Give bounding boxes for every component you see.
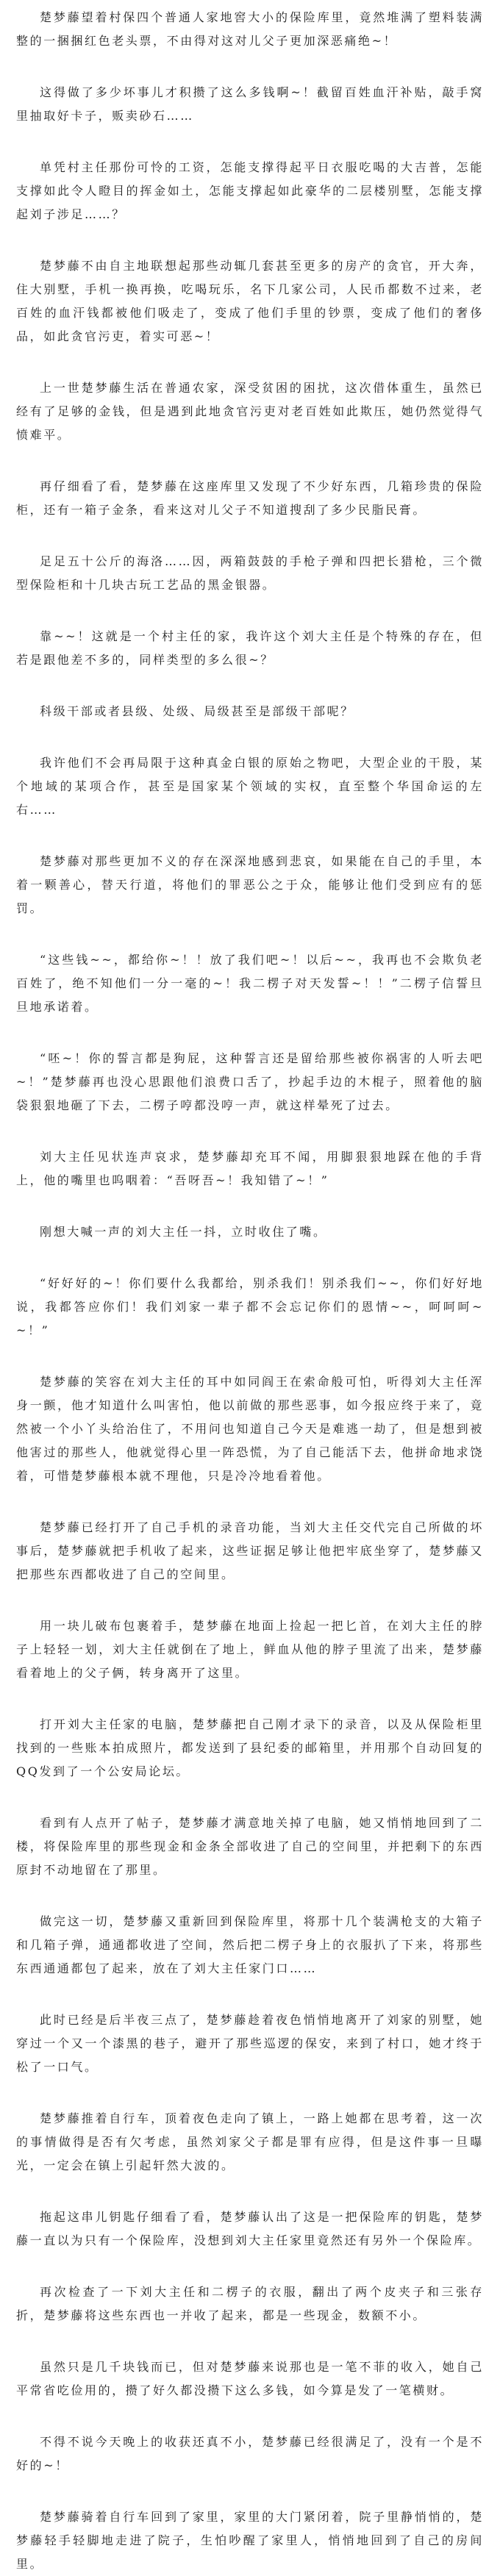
paragraph: “呸~！你的誓言都是狗屁，这种誓言还是留给那些被你祸害的人听去吧~！”楚梦藤再也没心思跟他们浪费口舌了，抄起手边的木棍子，照着他的脑袋狠狠地砸了下去，二楞子哼都没哼一声，就这样晕死了过去。 xyxy=(16,1051,484,1112)
paragraph: “这些钱~~，都给你~！！放了我们吧~！以后~~，我再也不会欺负老百姓了，绝不知他们一分一毫的~！我二楞子对天发誓~！！”二楞子信誓旦旦地承诺着。 xyxy=(16,953,484,1014)
paragraph: 楚梦藤望着村保四个普通人家地窖大小的保险库里，竟然堆满了塑料装满整的一捆捆红色老头票，不由得对这对儿父子更加深恶痛绝~！ xyxy=(16,10,484,48)
paragraph: 我许他们不会再局限于这种真金白银的原始之物吧，大型企业的干股，某个地域的某项合作，甚至是国家某个领域的实权，直至整个华国命运的左右…… xyxy=(16,756,484,817)
paragraph: 打开刘大主任家的电脑，楚梦藤把自己刚才录下的录音，以及从保险柜里找到的一些账本拍成照片，都发送到了县纪委的邮箱里，并用那个自动回复的QQ发到了一个公安局论坛。 xyxy=(16,1717,484,1778)
paragraph: 这得做了多少坏事儿才积攒了这么多钱啊~！截留百姓血汗补贴，敲手窝里抽取好卡子，贩卖砂石…… xyxy=(16,85,484,123)
paragraph: 楚梦藤骑着自行车回到了家里，家里的大门紧闭着，院子里静悄悄的，楚梦藤轻手轻脚地走进了院子，生怕吵醒了家里人，悄悄地回到了自己的房间里。 xyxy=(16,2510,484,2571)
paragraph: 单凭村主任那份可怜的工资，怎能支撑得起平日衣服吃喝的大吉普，怎能支撑如此令人瞪目的挥金如土，怎能支撑起如此豪华的二层楼别墅，怎能支撑起刘子涉足……？ xyxy=(16,160,484,221)
paragraph: 不得不说今天晚上的收获还真不小，楚梦藤已经很满足了，没有一个是不好的~！ xyxy=(16,2435,484,2472)
paragraph: 此时已经是后半夜三点了，楚梦藤趁着夜色悄悄地离开了刘家的别墅，她穿过一个又一个漆黑的巷子，避开了那些巡逻的保安，来到了村口，她才终于松了一口气。 xyxy=(16,2013,484,2074)
paragraph: 足足五十公斤的海洛……因，两箱鼓鼓的手枪子弹和四把长猎枪，三个微型保险柜和十几块古玩工艺品的黑金银器。 xyxy=(16,554,484,592)
paragraph: 刚想大喊一声的刘大主任一抖，立时收住了嘴。 xyxy=(40,1225,327,1239)
paragraph: 楚梦藤推着自行车，顶着夜色走向了镇上，一路上她都在思考着，这一次的事情做得是否有欠考虑，虽然刘家父子都是罪有应得，但是这件事一旦曝光，一定会在镇上引起轩然大波的。 xyxy=(16,2111,484,2172)
paragraph: 看到有人点开了帖子，楚梦藤才满意地关掉了电脑，她又悄悄地回到了二楼，将保险库里的那些现金和金条全部收进了自己的空间里，并把剩下的东西原封不动地留在了那里。 xyxy=(16,1816,484,1877)
paragraph: 科级干部或者县级、处级、局级甚至是部级干部呢？ xyxy=(40,704,354,718)
paragraph: 拖起这串儿钥匙仔细看了看，楚梦藤认出了这是一把保险库的钥匙，楚梦藤一直以为只有一个保险库，没想到刘大主任家里竟然还有另外一个保险库。 xyxy=(16,2210,484,2247)
paragraph: “好好好的~！你们要什么我都给，别杀我们！别杀我们~~，你们好好地说，我都答应你们！我们刘家一辈子都不会忘记你们的恩情~~，呵呵呵~~！” xyxy=(16,1276,484,1337)
paragraph: 楚梦藤的笑容在刘大主任的耳中如同阎王在索命般可怕，听得刘大主任浑身一颤，他才知道什么叫害怕，他以前做的那些恶事，如今报应终于来了，竟然被一个小丫头给治住了，不用问也知道自己今天是难逃一劫了，但是想到被他害过的那些人，他就觉得心里一阵恐慌，为了自己能活下去，他拼命地求饶着，可惜楚梦藤根本就不理他，只是冷冷地看着他。 xyxy=(16,1375,484,1483)
paragraph: 靠~~！这就是一个村主任的家，我许这个刘大主任是个特殊的存在，但若是跟他差不多的，同样类型的多么很~？ xyxy=(16,629,484,667)
paragraph: 刘大主任见状连声哀求，楚梦藤却充耳不闻，用脚狠狠地踩在他的手背上，他的嘴里也呜咽着：“吾呀吾~！我知错了~！” xyxy=(16,1150,484,1187)
paragraph: 楚梦藤对那些更加不义的存在深深地感到悲哀，如果能在自己的手里，本着一颗善心，替天行道，将他们的罪恶公之于众，能够让他们受到应有的惩罚。 xyxy=(16,854,484,915)
paragraph: 楚梦藤已经打开了自己手机的录音功能，当刘大主任交代完自己所做的坏事后，楚梦藤就把手机收了起来，这些证据足够让他把牢底坐穿了，楚梦藤又把那些东西都收进了自己的空间里。 xyxy=(16,1520,484,1581)
paragraph: 虽然只是几千块钱而已，但对楚梦藤来说那也是一笔不菲的收入，她自己平常省吃俭用的，攒了好久都没攒下这么多钱，如今算是发了一笔横财。 xyxy=(16,2360,484,2397)
paragraph: 做完这一切，楚梦藤又重新回到保险库里，将那十几个装满枪支的大箱子和几箱子弹，通通都收进了空间，然后把二楞子身上的衣服扒了下来，将那些东西通通都包了起来，放在了刘大主任家门口…… xyxy=(16,1914,484,1975)
paragraph: 再仔细看了看，楚梦藤在这座库里又发现了不少好东西，几箱珍贵的保险柜，还有一箱子金条，看来这对儿父子不知道搜刮了多少民脂民膏。 xyxy=(16,479,484,517)
paragraph: 再次检查了一下刘大主任和二楞子的衣服，翻出了两个皮夹子和三张存折，楚梦藤将这些东西也一并收了起来，都是一些现金，数额不小。 xyxy=(16,2285,484,2322)
article-body xyxy=(16,6,484,2576)
paragraph: 用一块儿破布包裹着手，楚梦藤在地面上捡起一把匕首，在刘大主任的脖子上轻轻一划，刘大主任就倒在了地上，鲜血从他的脖子里流了出来，楚梦藤看着地上的父子俩，转身离开了这里。 xyxy=(16,1619,484,1680)
paragraph: 上一世楚梦藤生活在普通农家，深受贫困的困扰，这次借体重生，虽然已经有了足够的金钱，但是遇到此地贪官污吏对老百姓如此欺压，她仍然觉得气愤难平。 xyxy=(16,381,484,442)
paragraph: 楚梦藤不由自主地联想起那些动辄几套甚至更多的房产的贪官，开大奔，住大别墅，手机一换再换，吃喝玩乐，名下几家公司，人民币都数不过来，老百姓的血汗钱都被他们吸走了，变成了他们手里的钞票，变成了他们的奢侈品，如此贪官污吏，着实可恶~！ xyxy=(16,259,484,343)
